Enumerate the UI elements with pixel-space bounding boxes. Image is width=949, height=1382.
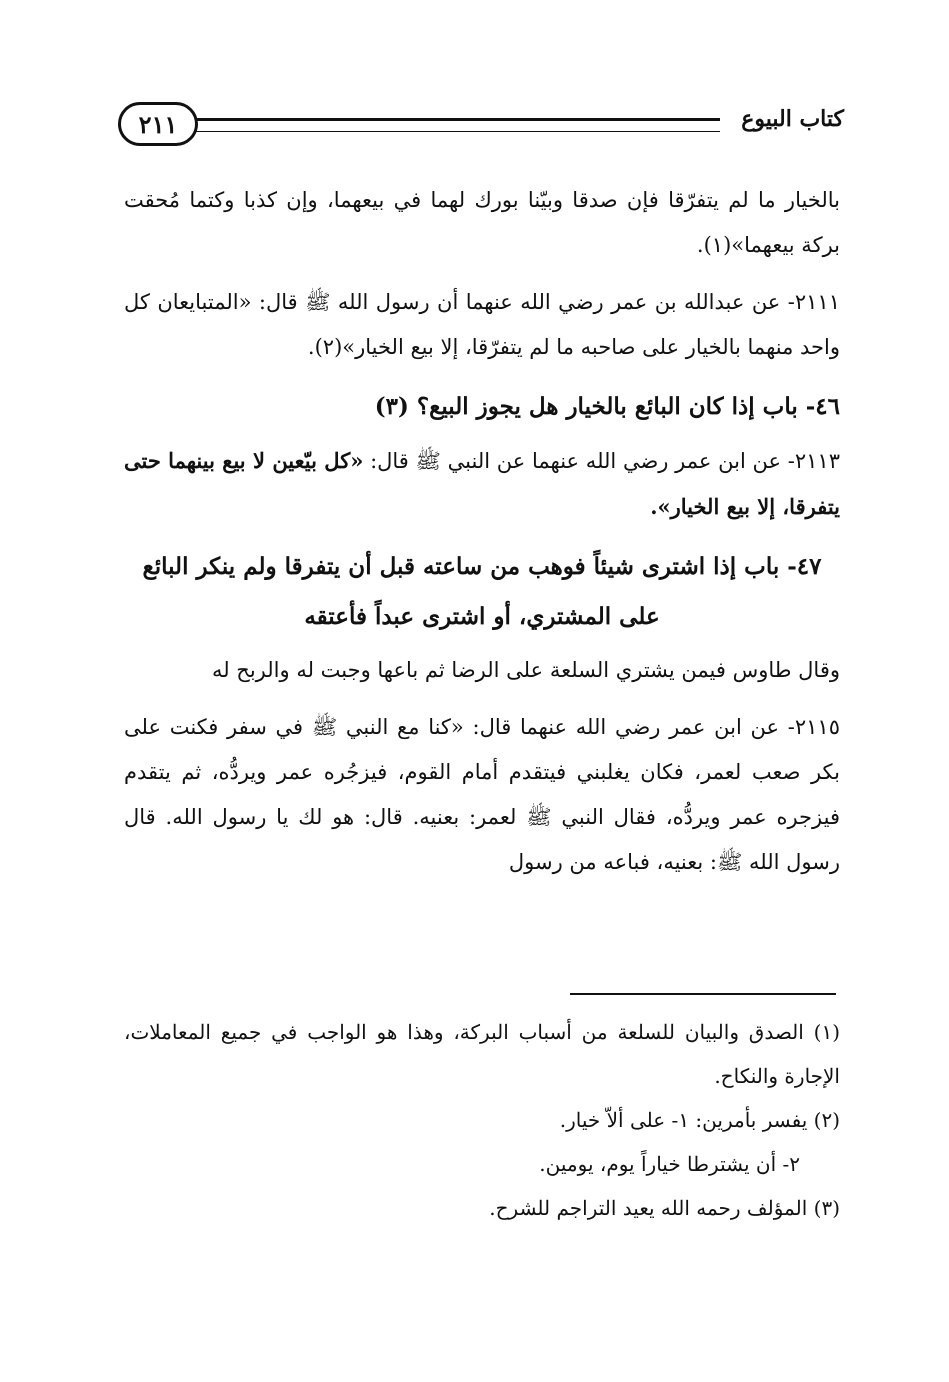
hadith-2113-quote: «كل بيّعين لا بيع بينهما حتى يتفرقا، إلا بيع الخيار». <box>124 448 840 519</box>
chapter-heading-47: ٤٧- باب إذا اشترى شيئاً فوهب من ساعته قبل أن يتفرقا ولم ينكر البائع على المشتري، أو اشترى عبداً فأعتقه <box>142 553 822 630</box>
footnote-3: (٣) المؤلف رحمه الله يعيد التراجم للشرح. <box>489 1196 840 1220</box>
header-rule <box>196 118 720 132</box>
chapter-title: كتاب البيوع <box>741 106 844 132</box>
tawus-statement: وقال طاوس فيمن يشتري السلعة على الرضا ثم باعها وجبت له والربح له <box>211 658 840 682</box>
footnote-2-continuation: ٢- أن يشترطا خياراً يوم، يومين. <box>539 1152 800 1176</box>
footnotes <box>124 1010 840 1230</box>
footnote-2: (٢) يفسر بأمرين: ١- على ألاّ خيار. <box>559 1108 840 1132</box>
hadith-2115: ٢١١٥- عن ابن عمر رضي الله عنهما قال: «كنا مع النبي ﷺ في سفر فكنت على بكر صعب لعمر، فكان يغلبني فيتقدم أمام القوم، فيزجُره عمر ويردُّه، ثم يتقدم فيزجره عمر ويردُّه، فقال النبي ﷺ لعمر: بعنيه. قال: هو لك يا رسول الله. قال رسول الله ﷺ: بعنيه، فباعه من رسول <box>124 715 840 874</box>
page-header <box>118 98 844 154</box>
hadith-2111: ٢١١١- عن عبدالله بن عمر رضي الله عنهما أن رسول الله ﷺ قال: «المتبايعان كل واحد منهما بالخيار على صاحبه ما لم يتفرّقا، إلا بيع الخيار»(٢). <box>124 290 840 359</box>
main-text <box>124 178 840 897</box>
paragraph-continuation: بالخيار ما لم يتفرّقا فإن صدقا وبيّنا بورك لهما في بيعهما، وإن كذبا وكتما مُحقت بركة بيعهما»(١). <box>124 188 840 257</box>
chapter-heading-46: ٤٦- باب إذا كان البائع بالخيار هل يجوز البيع؟ (٣) <box>374 393 840 420</box>
footnote-separator <box>570 993 836 995</box>
page-number-badge <box>118 102 198 146</box>
hadith-2113 <box>124 438 840 530</box>
page-number: ٢١١ <box>138 109 178 139</box>
footnote-1: (١) الصدق والبيان للسلعة من أسباب البركة، وهذا هو الواجب في جميع المعاملات، الإجارة والنكاح. <box>124 1020 840 1088</box>
hadith-2113-intro: ٢١١٣- عن ابن عمر رضي الله عنهما عن النبي ﷺ قال: <box>363 449 840 473</box>
